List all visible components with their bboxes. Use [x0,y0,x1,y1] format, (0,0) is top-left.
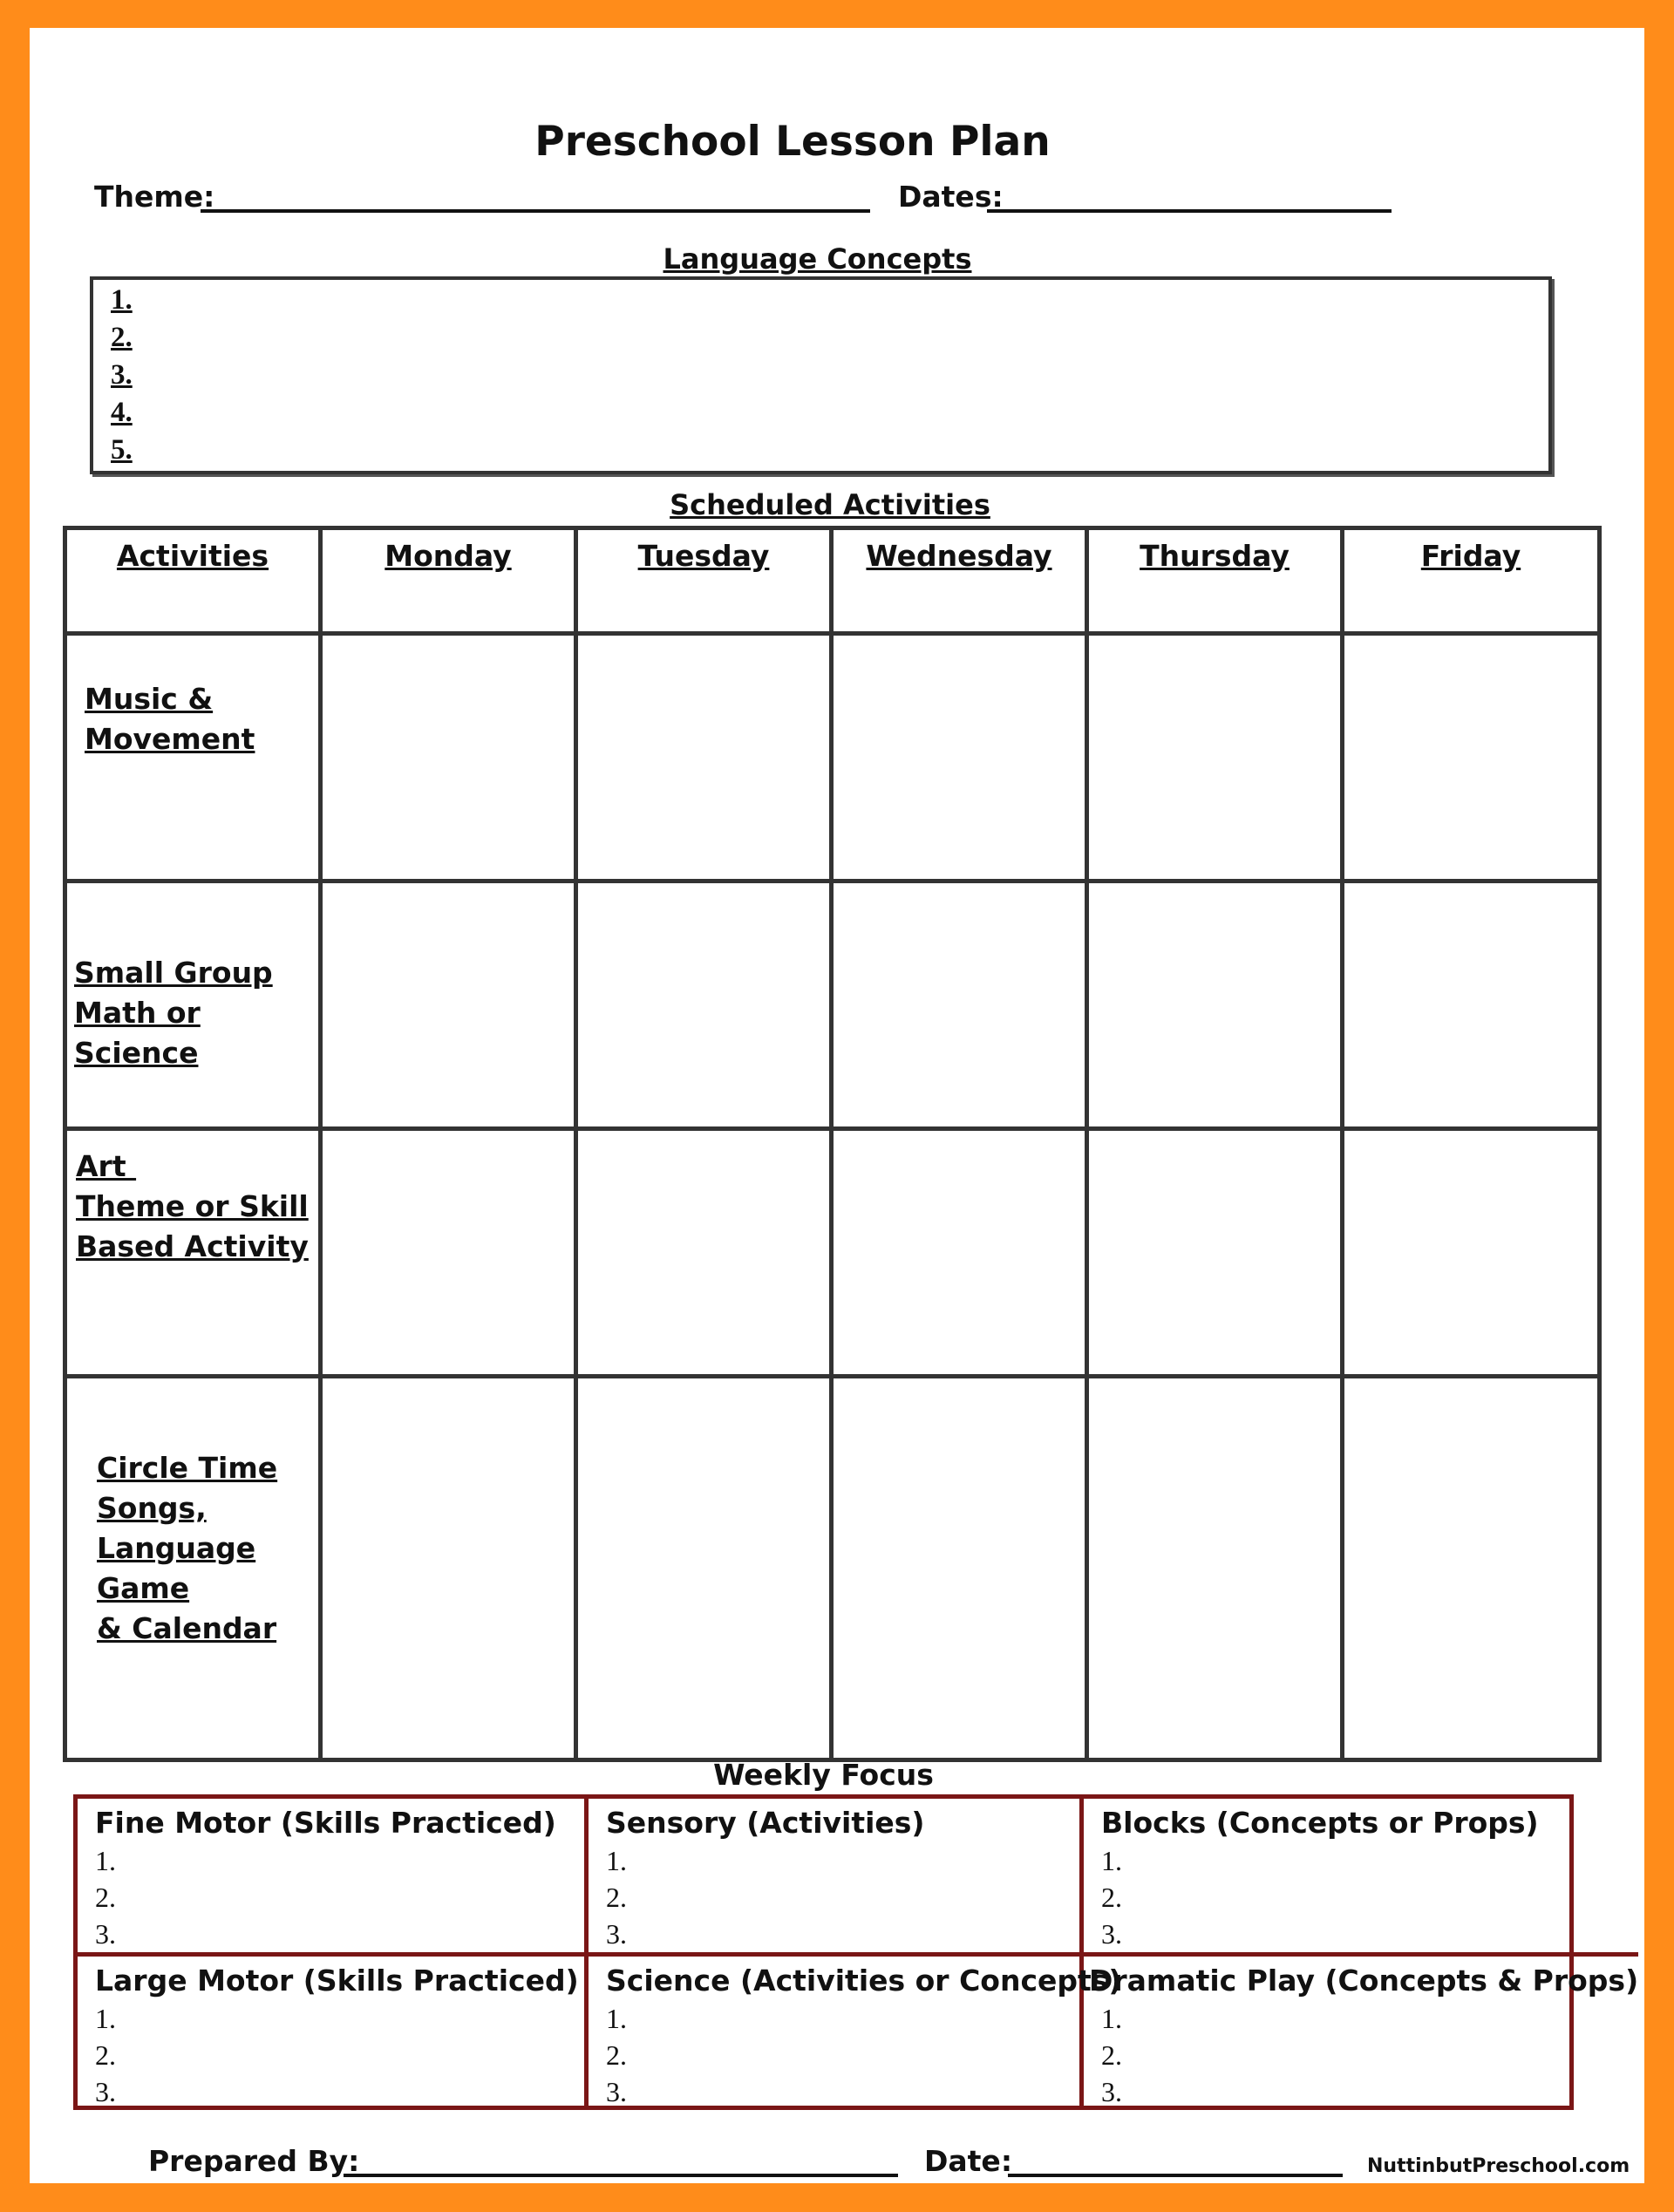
language-concepts-box[interactable] [90,276,1552,474]
activity-label-line: Theme or Skill [76,1189,309,1223]
schedule-cell[interactable] [832,634,1087,881]
weekly-item: 3. [1101,1918,1122,1950]
dramatic-play-cell[interactable] [1084,1957,1638,2110]
weekly-item: 1. [1101,1845,1122,1876]
schedule-cell[interactable] [832,1129,1087,1377]
activity-label-line: Songs, [97,1491,207,1525]
schedule-cell[interactable] [1343,1129,1600,1377]
activity-label-cell [65,634,321,881]
activity-label-line: Small Group [74,956,273,990]
prepared-by-input-line[interactable] [344,2174,898,2177]
weekly-cell-title: Blocks (Concepts or Props) [1101,1806,1539,1840]
language-item: 3. [111,359,133,391]
date-input-line[interactable] [1008,2174,1343,2177]
schedule-table [63,526,1602,1762]
column-header-monday: Monday [321,528,576,634]
weekly-item: 1. [606,2003,627,2034]
weekly-item: 3. [606,2076,627,2107]
schedule-cell[interactable] [1343,881,1600,1129]
activity-label-line: Music & [85,682,214,716]
activity-label-cell [65,1377,321,1760]
schedule-cell[interactable] [1343,634,1600,881]
weekly-item: 3. [95,1918,116,1950]
schedule-cell[interactable] [1087,634,1343,881]
large-motor-cell[interactable] [78,1957,589,2110]
weekly-focus-grid [73,1794,1639,2110]
schedule-cell[interactable] [1087,1377,1343,1760]
table-row [65,881,1600,1129]
column-header-thursday: Thursday [1087,528,1343,634]
language-item: 1. [111,284,133,316]
activity-label-line: & Calendar [97,1611,277,1645]
activity-label-line: Based Activity [76,1229,309,1263]
weekly-cell-title: Large Motor (Skills Practiced) [95,1964,579,1998]
weekly-item: 3. [95,2076,116,2107]
site-watermark: NuttinbutPreschool.com [1367,2155,1630,2177]
schedule-cell[interactable] [576,881,832,1129]
schedule-cell[interactable] [576,1377,832,1760]
weekly-item: 2. [95,2039,116,2071]
theme-input-line[interactable] [201,209,870,213]
schedule-cell[interactable] [321,1377,576,1760]
weekly-item: 2. [95,1882,116,1913]
activity-label-line: Circle Time [97,1451,278,1485]
weekly-cell-title: Sensory (Activities) [606,1806,925,1840]
language-concepts-title: Language Concepts [663,242,972,276]
schedule-cell[interactable] [832,1377,1087,1760]
weekly-item: 2. [1101,2039,1122,2071]
dates-input-line[interactable] [987,209,1392,213]
blocks-cell[interactable] [1084,1799,1638,1957]
science-cell[interactable] [589,1957,1122,2110]
schedule-cell[interactable] [832,881,1087,1129]
table-row [65,1377,1600,1760]
schedule-cell[interactable] [576,634,832,881]
weekly-cell-title: Fine Motor (Skills Practiced) [95,1806,556,1840]
schedule-cell[interactable] [321,1129,576,1377]
language-item: 5. [111,434,133,466]
activity-label-line: Art [76,1149,137,1183]
scheduled-activities-title: Scheduled Activities [670,488,990,521]
activity-label-line: Movement [85,722,255,756]
schedule-cell[interactable] [1087,1129,1343,1377]
weekly-item: 3. [606,1918,627,1950]
page-title: Preschool Lesson Plan [534,118,1051,166]
activity-label-cell [65,881,321,1129]
fine-motor-cell[interactable] [78,1799,589,1957]
schedule-header-row [65,528,1600,634]
date-label: Date: [924,2144,1013,2178]
activity-label-line: Math or Science [74,996,201,1070]
column-header-friday: Friday [1343,528,1600,634]
weekly-item: 2. [606,1882,627,1913]
schedule-cell[interactable] [576,1129,832,1377]
theme-label: Theme: [94,180,215,214]
language-item: 2. [111,322,133,353]
prepared-by-label: Prepared By: [148,2144,360,2178]
weekly-focus-title: Weekly Focus [713,1758,934,1792]
dates-label: Dates: [898,180,1004,214]
column-header-activities: Activities [65,528,321,634]
sensory-cell[interactable] [589,1799,1084,1957]
schedule-cell[interactable] [1343,1377,1600,1760]
weekly-item: 1. [95,2003,116,2034]
weekly-item: 2. [1101,1882,1122,1913]
activity-label-line: Language [97,1531,256,1565]
weekly-cell-title: Dramatic Play (Concepts & Props) [1089,1964,1639,1998]
weekly-item: 1. [606,1845,627,1876]
weekly-item: 1. [95,1845,116,1876]
weekly-item: 1. [1101,2003,1122,2034]
activity-label-cell [65,1129,321,1377]
schedule-cell[interactable] [1087,881,1343,1129]
activity-label-line: Game [97,1571,190,1605]
weekly-cell-title: Science (Activities or Concepts) [606,1964,1122,1998]
table-row [65,1129,1600,1377]
weekly-item: 3. [1101,2076,1122,2107]
schedule-cell[interactable] [321,881,576,1129]
language-item: 4. [111,397,133,428]
weekly-item: 2. [606,2039,627,2071]
table-row [65,634,1600,881]
schedule-cell[interactable] [321,634,576,881]
column-header-wednesday: Wednesday [832,528,1087,634]
lesson-plan-sheet [30,28,1644,2183]
column-header-tuesday: Tuesday [576,528,832,634]
